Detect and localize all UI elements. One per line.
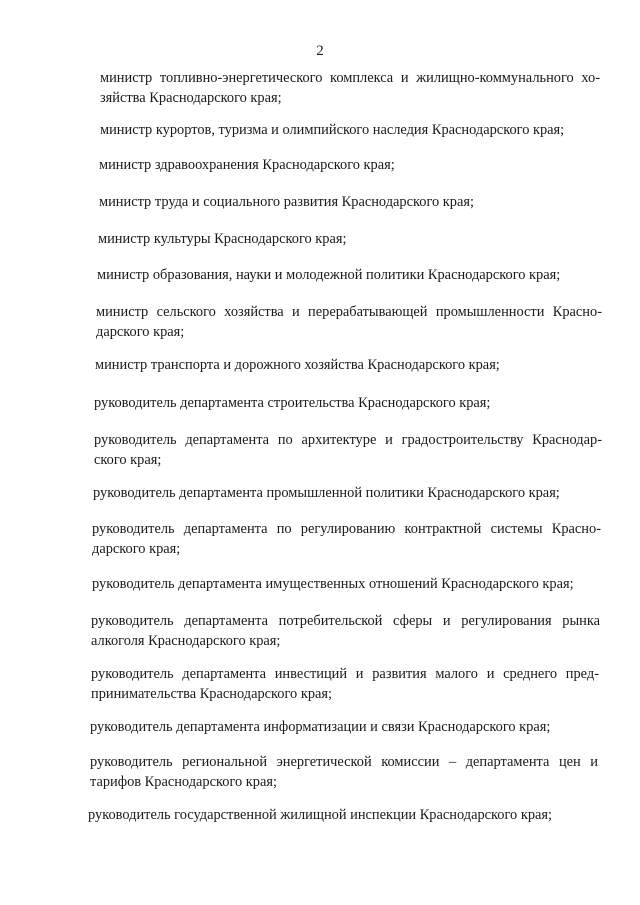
list-item-line: руководитель департамента имущественных отношений Краснодарского края; bbox=[92, 576, 574, 592]
list-item bbox=[98, 229, 598, 249]
list-item-line: министр топливно-энергетического комплекса и жилищно-коммунального хо- bbox=[100, 70, 600, 86]
list-item bbox=[99, 192, 599, 212]
list-item bbox=[90, 752, 598, 792]
list-item bbox=[99, 155, 599, 175]
list-item bbox=[91, 664, 599, 704]
list-item bbox=[100, 120, 600, 140]
list-item-line: министр здравоохранения Краснодарского края; bbox=[99, 157, 395, 173]
list-item bbox=[96, 302, 602, 342]
list-item bbox=[93, 483, 593, 503]
list-item-line: министр сельского хозяйства и перерабатывающей промышленности Красно- bbox=[96, 304, 602, 320]
list-item-line: дарского края; bbox=[96, 324, 185, 340]
list-item-line: министр транспорта и дорожного хозяйства Краснодарского края; bbox=[95, 357, 500, 373]
list-item-line: руководитель департамента промышленной политики Краснодарского края; bbox=[93, 485, 560, 501]
page-number: 2 bbox=[316, 43, 324, 59]
list-item-line: министр культуры Краснодарского края; bbox=[98, 231, 347, 247]
list-item bbox=[100, 68, 600, 108]
list-item-line: руководитель департамента строительства Краснодарского края; bbox=[94, 395, 491, 411]
list-item-line: руководитель департамента инвестиций и развития малого и среднего пред- bbox=[91, 666, 599, 682]
list-item-line: принимательства Краснодарского края; bbox=[91, 686, 333, 702]
list-item bbox=[94, 393, 594, 413]
list-item bbox=[88, 805, 588, 825]
list-item-line: тарифов Краснодарского края; bbox=[90, 774, 277, 790]
list-item-line: зяйства Краснодарского края; bbox=[100, 90, 282, 106]
list-item bbox=[92, 574, 592, 594]
list-item bbox=[92, 519, 601, 559]
list-item-line: руководитель государственной жилищной инспекции Краснодарского края; bbox=[88, 807, 553, 823]
list-item-line: министр образования, науки и молодежной политики Краснодарского края; bbox=[97, 267, 561, 283]
list-item bbox=[97, 265, 597, 285]
list-item-line: руководитель региональной энергетической комиссии – департамента цен и bbox=[90, 754, 598, 770]
list-item-line: ского края; bbox=[94, 452, 162, 468]
list-item-line: министр курортов, туризма и олимпийского наследия Краснодарского края; bbox=[100, 122, 565, 138]
list-item bbox=[94, 430, 602, 470]
list-item bbox=[91, 611, 600, 651]
list-item-line: руководитель департамента по регулированию контрактной системы Красно- bbox=[92, 521, 601, 537]
list-item-line: министр труда и социального развития Краснодарского края; bbox=[99, 194, 474, 210]
list-item-line: руководитель департамента по архитектуре и градостроительству Краснодар- bbox=[94, 432, 602, 448]
list-item bbox=[90, 717, 590, 737]
list-item-line: алкоголя Краснодарского края; bbox=[91, 633, 281, 649]
list-item-line: руководитель департамента потребительской сферы и регулирования рынка bbox=[91, 613, 600, 629]
list-item-line: руководитель департамента информатизации и связи Краснодарского края; bbox=[90, 719, 551, 735]
list-item bbox=[95, 355, 595, 375]
list-item-line: дарского края; bbox=[92, 541, 181, 557]
